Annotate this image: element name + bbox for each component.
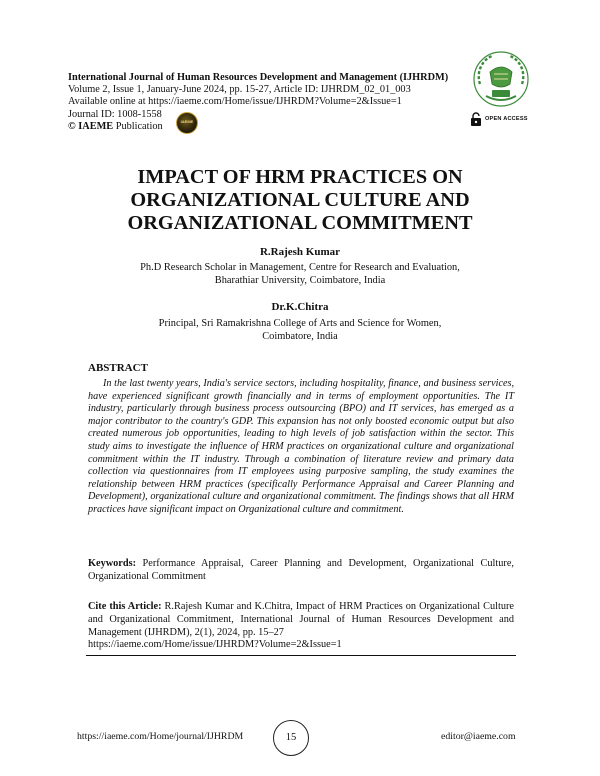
title-line: IMPACT OF HRM PRACTICES ON: [137, 166, 463, 188]
page-number: 15: [273, 720, 309, 756]
title-line: ORGANIZATIONAL COMMITMENT: [127, 212, 473, 234]
keywords: [88, 558, 514, 584]
cite-url[interactable]: https://iaeme.com/Home/issue/IJHRDM?Volume=2&Issue=1: [88, 639, 342, 651]
volume-line: Volume 2, Issue 1, January-June 2024, pp. 15-27, Article ID: IJHRDM_02_01_003: [68, 84, 411, 96]
author-affiliation: [60, 262, 540, 287]
author-name: Dr.K.Chitra: [271, 301, 329, 313]
keywords-label: Keywords:: [88, 558, 137, 569]
journal-id: Journal ID: 1008-1558: [68, 108, 162, 120]
cite-label: Cite this Article:: [88, 601, 162, 612]
keywords-text: Performance Appraisal, Career Planning and Development, Organizational Culture, Organizational Commitment: [88, 558, 514, 582]
cite-text: R.Rajesh Kumar and K.Chitra, Impact of HRM Practices on Organizational Culture and Organizational Commitment, International Journal of Human Resources Development and Management (IJHRDM), 2(1), 2024, pp. 15–27: [88, 601, 514, 638]
open-access-label: OPEN ACCESS: [485, 116, 528, 122]
open-lock-icon: [470, 112, 482, 126]
journal-header: [68, 72, 488, 133]
article-title: [60, 166, 540, 235]
publisher-brand: © IAEME: [68, 120, 114, 132]
author-affiliation: [60, 318, 540, 343]
publisher-line: [68, 121, 488, 133]
available-online-line[interactable]: Available online at https://iaeme.com/Home/issue/IJHRDM?Volume=2&Issue=1: [68, 96, 402, 108]
cite-this-article: [88, 601, 514, 652]
footer-journal-url[interactable]: https://iaeme.com/Home/journal/IJHRDM: [77, 731, 244, 742]
author-name: R.Rajesh Kumar: [259, 246, 341, 258]
journal-emblem-icon: [472, 50, 530, 108]
divider: [86, 655, 516, 656]
iaeme-badge-icon: [176, 112, 198, 134]
abstract-heading: ABSTRACT: [88, 362, 148, 374]
publisher-suffix: Publication: [113, 120, 163, 132]
title-line: ORGANIZATIONAL CULTURE AND: [130, 189, 470, 211]
badge-text: IAEME: [180, 119, 194, 124]
journal-name: International Journal of Human Resources Development and Management (IJHRDM): [68, 72, 449, 83]
footer-email[interactable]: editor@iaeme.com: [441, 731, 516, 742]
affiliation-line: Principal, Sri Ramakrishna College of Arts and Science for Women,: [158, 318, 442, 329]
open-access-badge: [470, 112, 528, 126]
affiliation-line: Ph.D Research Scholar in Management, Centre for Research and Evaluation,: [140, 262, 460, 273]
abstract-text: In the last twenty years, India's service sectors, including hospitality, finance, and business services, have experienced significant growth financially and in terms of employment opportunities. The IT industry, particularly through business process outsourcing (BPO) and IT services, has emerged as a major contributor to the country's GDP. This expansion has not only boosted economic output but also created numerous job opportunities, leading to high levels of job satisfaction within the sector. This study aims to investigate the influence of HRM practices on organizational culture and organizational commitment within the IT industry. Through a combination of literature review and primary data collection via questionnaires from IT employees using purposive sampling, the study examines the relationship between HRM practices (specifically Performance Appraisal and Career Planning and Development), organizational culture and organizational commitment. The findings shows that all HRM practices have significant impact on Organizational culture and commitment.: [88, 378, 514, 515]
affiliation-line: Bharathiar University, Coimbatore, India: [214, 274, 386, 286]
affiliation-line: Coimbatore, India: [262, 330, 338, 342]
